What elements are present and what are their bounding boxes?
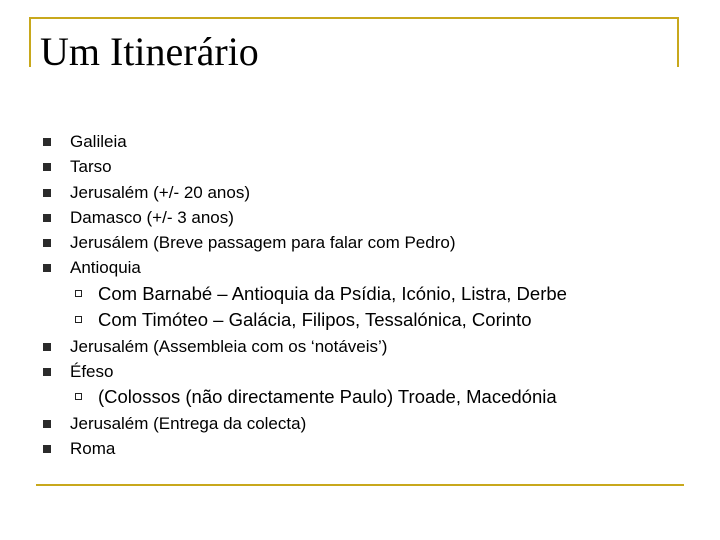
sub-list-item-text: Com Timóteo – Galácia, Filipos, Tessalónica, Corinto (98, 309, 532, 331)
square-bullet-icon (43, 368, 51, 376)
list-item (40, 205, 700, 230)
list-item-text: Jerusalém (Entrega da colecta) (70, 413, 307, 433)
list-item (40, 154, 700, 179)
list-item (40, 334, 700, 359)
hollow-square-bullet-icon (75, 290, 82, 297)
frame-bottom-line (36, 484, 684, 486)
square-bullet-icon (43, 163, 51, 171)
sub-list-item (40, 384, 700, 411)
list-item (40, 129, 700, 154)
square-bullet-icon (43, 445, 51, 453)
list-item (40, 255, 700, 280)
sub-list-item (40, 281, 700, 308)
list-item-text: Jerusálem (Breve passagem para falar com Pedro) (70, 233, 456, 253)
square-bullet-icon (43, 189, 51, 197)
square-bullet-icon (43, 343, 51, 351)
bullet-list (40, 129, 700, 461)
list-item (40, 359, 700, 384)
list-item-text: Éfeso (70, 362, 114, 382)
square-bullet-icon (43, 239, 51, 247)
frame-left-line (29, 17, 31, 67)
list-item (40, 230, 700, 255)
slide-title: Um Itinerário (40, 29, 259, 74)
square-bullet-icon (43, 420, 51, 428)
sub-list-item-text: Com Barnabé – Antioquia da Psídia, Icónio, Listra, Derbe (98, 282, 567, 304)
frame-top-line (29, 17, 679, 19)
square-bullet-icon (43, 138, 51, 146)
hollow-square-bullet-icon (75, 316, 82, 323)
list-item (40, 180, 700, 205)
list-item-text: Tarso (70, 157, 112, 177)
square-bullet-icon (43, 214, 51, 222)
list-item-text: Jerusalém (+/- 20 anos) (70, 182, 250, 202)
sub-list-item-text: (Colossos (não directamente Paulo) Troade, Macedónia (98, 386, 557, 408)
square-bullet-icon (43, 264, 51, 272)
list-item-text: Galileia (70, 132, 127, 151)
list-item-text: Roma (70, 439, 116, 459)
list-item-text: Damasco (+/- 3 anos) (70, 207, 234, 227)
list-item (40, 436, 700, 461)
hollow-square-bullet-icon (75, 393, 82, 400)
list-item-text: Antioquia (70, 258, 141, 278)
list-item (40, 411, 700, 436)
sub-list-item (40, 307, 700, 334)
list-item-text: Jerusalém (Assembleia com os ‘notáveis’) (70, 336, 388, 356)
frame-right-line (677, 17, 679, 67)
